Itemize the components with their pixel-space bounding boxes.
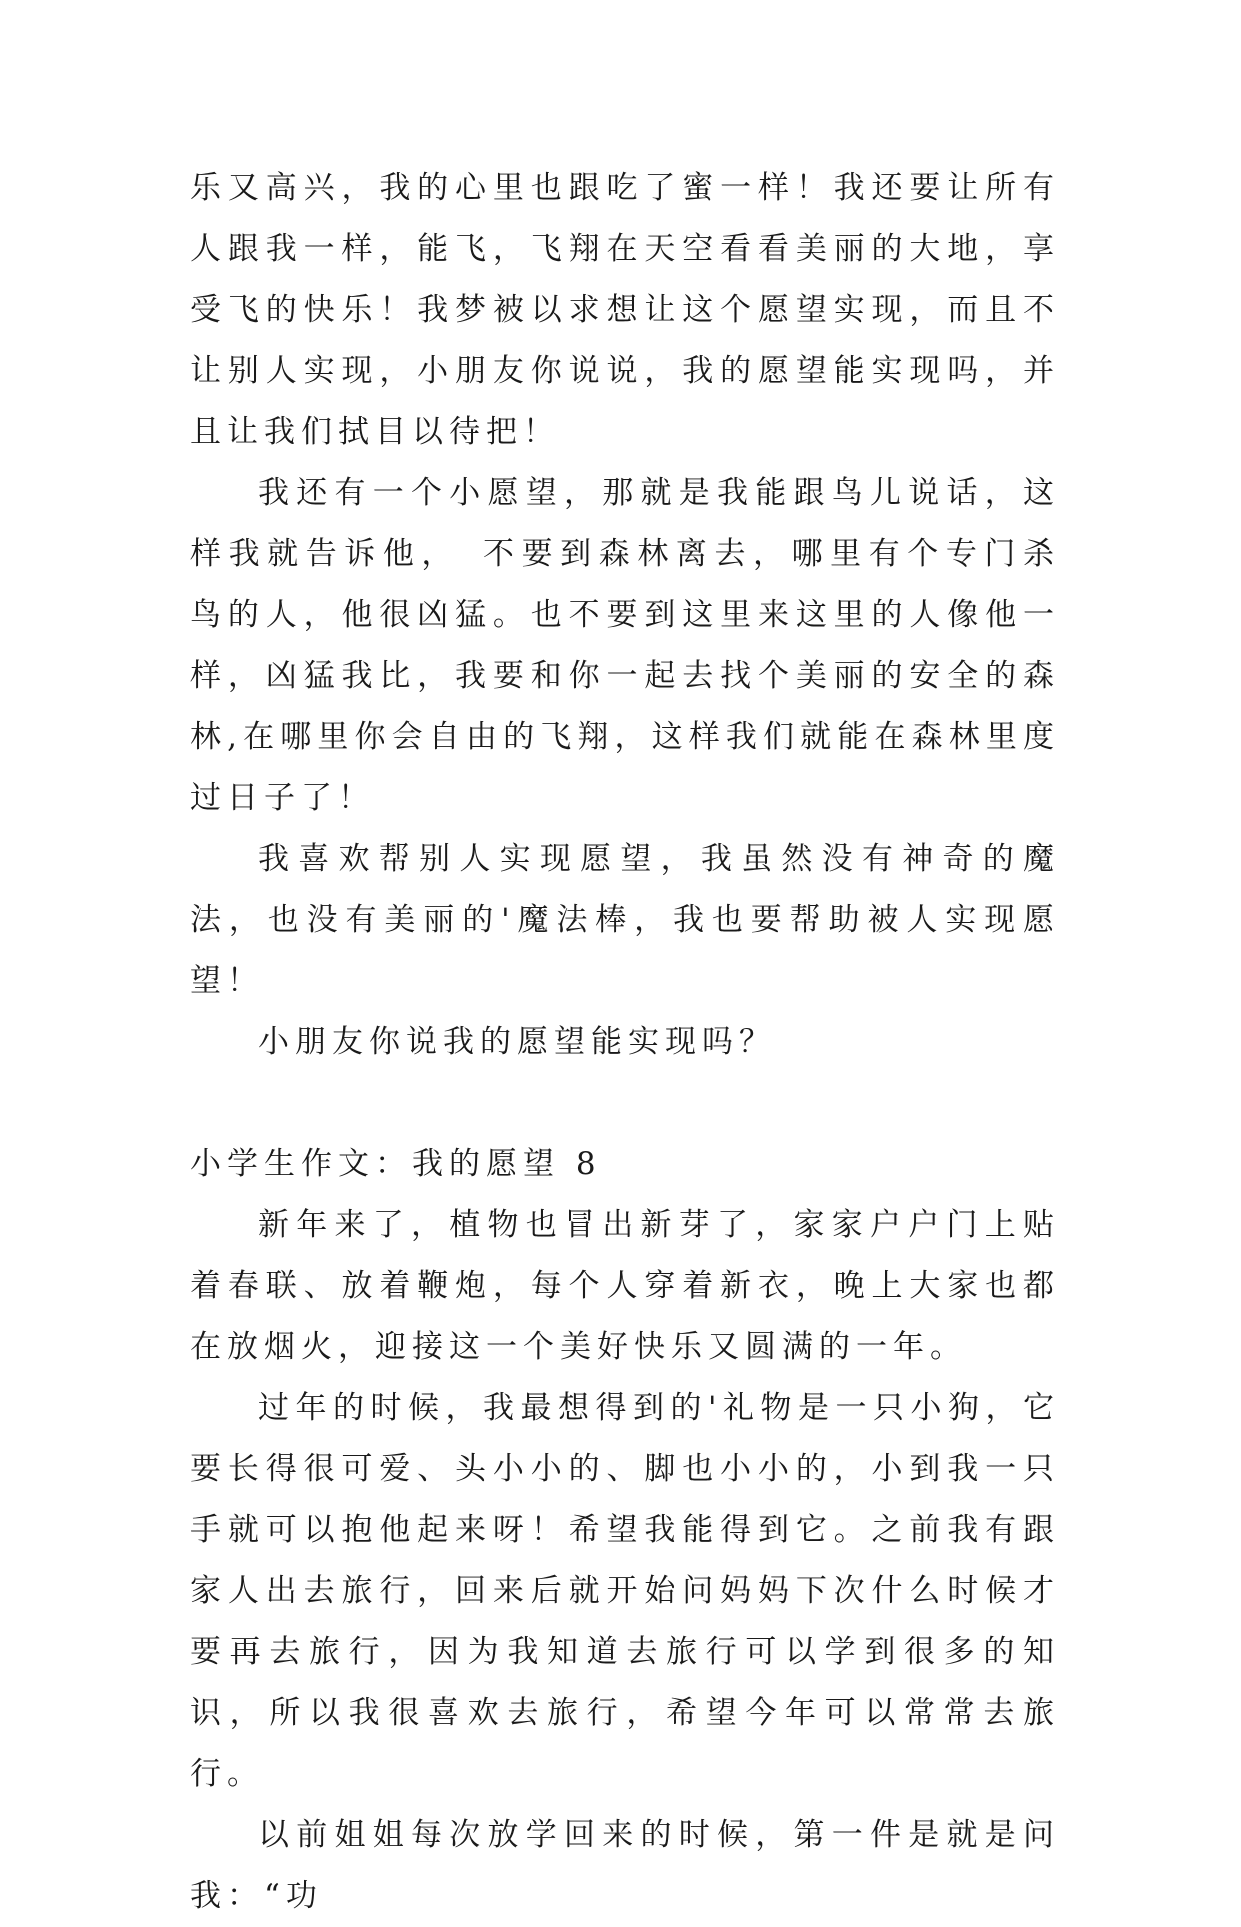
paragraph-1: 乐又高兴，我的心里也跟吃了蜜一样！我还要让所有人跟我一样，能飞，飞翔在天空看看美丽的大地，享受飞的快乐！我梦被以求想让这个愿望实现，而且不让别人实现，小朋友你说说，我的愿望能实现吗，并且让我们拭目以待把！ [190,170,1060,450]
paragraph-3: 我喜欢帮别人实现愿望，我虽然没有神奇的魔法，也没有美丽的'魔法棒，我也要帮助被人实现愿望！ [190,841,1060,999]
section-heading: 小学生作文：我的愿望 8 [190,1146,602,1182]
section-paragraph-1: 新年来了，植物也冒出新芽了，家家户户门上贴着春联、放着鞭炮，每个人穿着新衣，晚上大家也都在放烟火，迎接这一个美好快乐又圆满的一年。 [190,1207,1060,1365]
document-body [190,158,1060,1927]
section-paragraph-2: 过年的时候，我最想得到的'礼物是一只小狗，它要长得很可爱、头小小的、脚也小小的，小到我一只手就可以抱他起来呀！希望我能得到它。之前我有跟家人出去旅行，回来后就开始问妈妈下次什么时候才要再去旅行，因为我知道去旅行可以学到很多的知识，所以我很喜欢去旅行，希望今年可以常常去旅行。 [190,1390,1060,1792]
section-paragraph-3: 以前姐姐每次放学回来的时候，第一件是就是问我：“功 [190,1817,1060,1914]
paragraph-4: 小朋友你说我的愿望能实现吗？ [258,1024,776,1060]
paragraph-2: 我还有一个小愿望，那就是我能跟鸟儿说话，这样我就告诉他， 不要到森林离去，哪里有个专门杀鸟的人，他很凶猛。也不要到这里来这里的人像他一样，凶猛我比，我要和你一起去找个美丽的安全的森林,在哪里你会自由的飞翔，这样我们就能在森林里度过日子了！ [190,475,1060,816]
section-spacer [190,1073,1060,1134]
